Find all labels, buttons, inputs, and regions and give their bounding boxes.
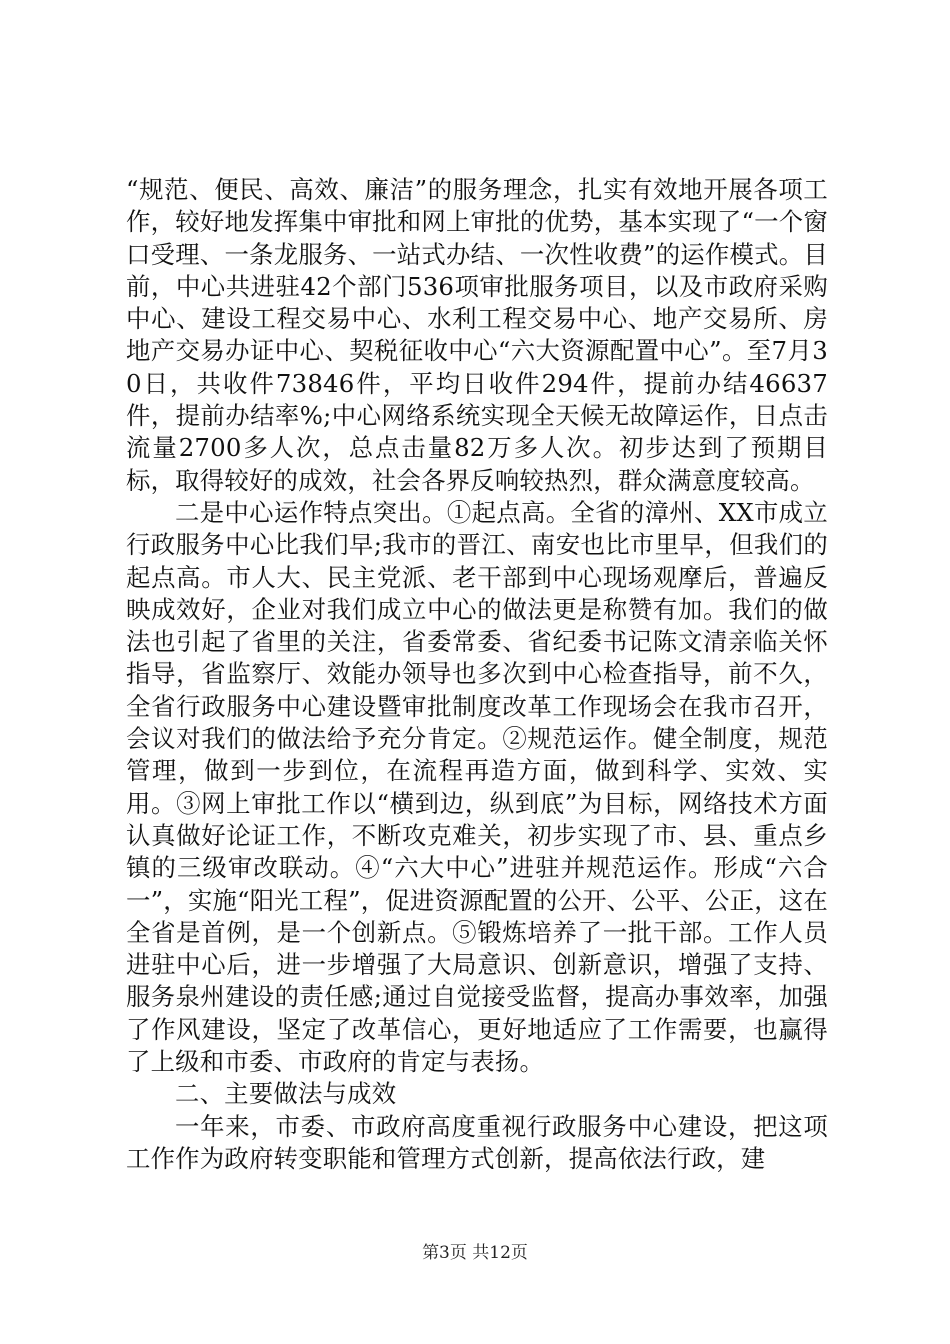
paragraph-year-overview: 一年来，市委、市政府高度重视行政服务中心建设，把这项工作作为政府转变职能和管理方式创新，提高依法行政，建: [126, 1111, 828, 1173]
paragraph-center-features: 二是中心运作特点突出。①起点高。全省的漳州、XX市成立行政服务中心比我们早;我市的晋江、南安也比市里早，但我们的起点高。市人大、民主党派、老干部到中心现场观摩后，普遍反映成效好，企业对我们成立中心的做法更是称赞有加。我们的做法也引起了省里的关注，省委常委、省纪委书记陈文清亲临关怀指导，省监察厅、效能办领导也多次到中心检查指导，前不久，全省行政服务中心建设暨审批制度改革工作现场会在我市召开，会议对我们的做法给予充分肯定。②规范运作。健全制度，规范管理，做到一步到位，在流程再造方面，做到科学、实效、实用。③网上审批工作以“横到边，纵到底”为目标，网络技术方面认真做好论证工作，不断攻克难关，初步实现了市、县、重点乡镇的三级审改联动。④“六大中心”进驻并规范运作。形成“六合一”，实施“阳光工程”，促进资源配置的公开、公平、公正，这在全省是首例，是一个创新点。⑤锻炼培养了一批干部。工作人员进驻中心后，进一步增强了大局意识、创新意识，增强了支持、服务泉州建设的责任感;通过自觉接受监督，提高办事效率，加强了作风建设，坚定了改革信心，更好地适应了工作需要，也赢得了上级和市委、市政府的肯定与表扬。: [126, 497, 828, 1077]
paragraph-service-summary: “规范、便民、高效、廉洁”的服务理念，扎实有效地开展各项工作，较好地发挥集中审批和网上审批的优势，基本实现了“一个窗口受理、一条龙服务、一站式办结、一次性收费”的运作模式。目前，中心共进驻42个部门536项审批服务项目，以及市政府采购中心、建设工程交易中心、水利工程交易中心、地产交易所、房地产交易办证中心、契税征收中心“六大资源配置中心”。至7月30日，共收件73846件，平均日收件294件，提前办结46637件，提前办结率%;中心网络系统实现全天候无故障运作，日点击流量2700多人次，总点击量82万多人次。初步达到了预期目标，取得较好的成效，社会各界反响较热烈，群众满意度较高。: [126, 175, 828, 495]
section-heading-main-practices: 二、主要做法与成效: [175, 1079, 397, 1109]
document-body: [126, 174, 828, 1175]
page-number-footer: 第3页 共12页: [422, 1243, 528, 1263]
